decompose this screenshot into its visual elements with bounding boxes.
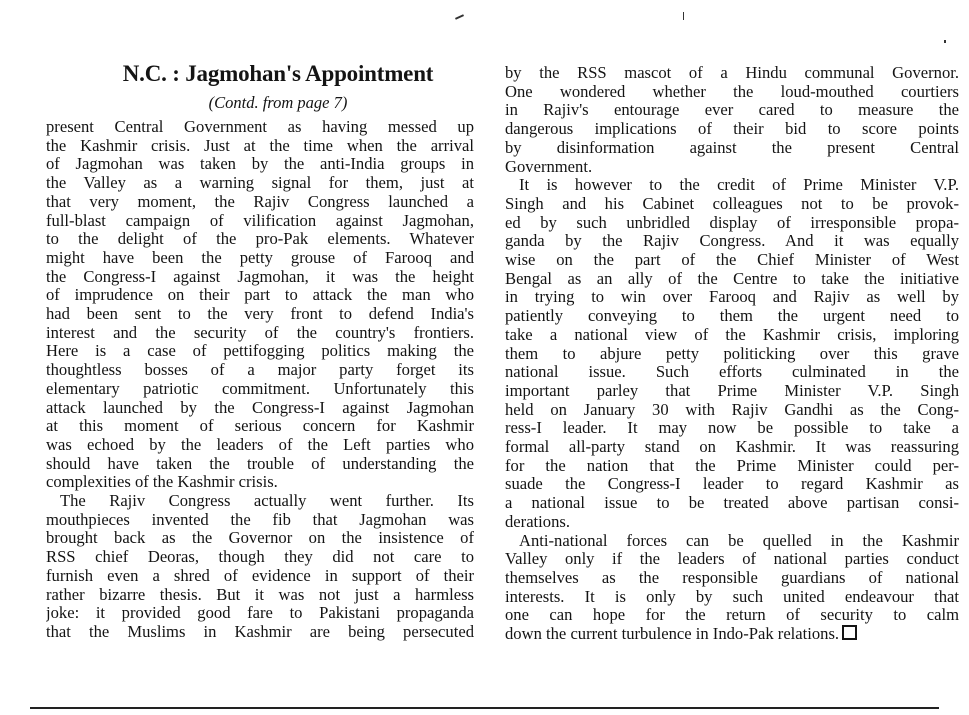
text-line: take a national view of the Kashmir crisis, imploring (505, 325, 959, 344)
right-paragraph-1 (505, 64, 959, 176)
right-column (505, 64, 959, 644)
print-speck (944, 40, 946, 43)
text-line: rather bizarre thesis. But it was not just a harmless (46, 585, 474, 604)
text-line: full-blast campaign of vilification against Jagmohan, (46, 211, 474, 230)
text-line: that the Muslims in Kashmir are being persecuted (46, 622, 474, 641)
text-line: RSS chief Deoras, though they did not care to (46, 548, 474, 567)
text-line: ress-I leader. It may now be possible to take a (505, 419, 959, 438)
text-line: should have taken the trouble of understanding the (46, 454, 474, 473)
text-line: by disinformation against the present Central (505, 138, 959, 157)
text-line: Here is a case of pettifogging politics making the (46, 342, 474, 361)
text-line: brought back as the Governor on the insistence of (46, 529, 474, 548)
left-paragraph-1 (46, 118, 474, 492)
text-line: Bengal as an ally of the Centre to take the initiative (505, 269, 959, 288)
text-line: ganda by the Rajiv Congress. And it was equally (505, 232, 959, 251)
text-line: One wondered whether the loud-mouthed courtiers (505, 82, 959, 101)
right-paragraph-3 (505, 532, 959, 644)
text-line: held on January 30 with Rajiv Gandhi as the Cong- (505, 400, 959, 419)
text-line: in trying to win over Farooq and Rajiv as well by (505, 288, 959, 307)
text-line: at this moment of serious concern for Kashmir (46, 417, 474, 436)
text-line: wise on the part of the Chief Minister of West (505, 251, 959, 270)
text-line: was echoed by the leaders of the Left parties who (46, 435, 474, 454)
text-line: interest and the security of the country's frontiers. (46, 323, 474, 342)
text-line: a national issue to be treated above partisan consi- (505, 494, 959, 513)
text-line: for the nation that the Prime Minister could per- (505, 456, 959, 475)
bottom-rule (30, 707, 939, 709)
text-line: had been sent to the very front to defend India's (46, 305, 474, 324)
text-line: that very moment, the Rajiv Congress launched a (46, 192, 474, 211)
text-line: Government. (505, 157, 593, 176)
text-line: Anti-national forces can be quelled in the Kashmir (519, 531, 959, 550)
text-line: Valley only if the leaders of national parties conduct (505, 550, 959, 569)
continued-note: (Contd. from page 7) (208, 93, 348, 112)
left-paragraph-2 (46, 492, 474, 642)
final-line-text: down the current turbulence in Indo-Pak relations. (505, 625, 840, 644)
text-line: present Central Government as having messed up (46, 118, 474, 136)
text-line: by the RSS mascot of a Hindu communal Governor. (505, 64, 959, 82)
print-speck (683, 12, 684, 20)
text-line: suade the Congress-I leader to regard Kashmir as (505, 475, 959, 494)
text-line: formal all-party stand on Kashmir. It was reassuring (505, 438, 959, 457)
text-line: interests. It is only by such united endeavour that (505, 587, 959, 606)
text-line: in Rajiv's entourage ever cared to measure the (505, 101, 959, 120)
text-line: joke: it provided good fare to Pakistani propaganda (46, 604, 474, 623)
text-line: dangerous implications of their bid to score points (505, 120, 959, 139)
text-line: thoughtless bosses of a major party forget its (46, 361, 474, 380)
text-line: the Valley as a warning signal for them, just at (46, 174, 474, 193)
text-line: Singh and his Cabinet colleagues not to be provok- (505, 194, 959, 213)
text-line: mouthpieces invented the fib that Jagmohan was (46, 510, 474, 529)
text-line: attack launched by the Congress-I against Jagmohan (46, 398, 474, 417)
text-line: the Kashmir crisis. Just at the time when the arrival (46, 136, 474, 155)
text-line: patiently conveying to them the urgent need to (505, 307, 959, 326)
text-line: furnish even a shred of evidence in support of their (46, 566, 474, 585)
text-line: important parley that Prime Minister V.P. Singh (505, 381, 959, 400)
text-line: The Rajiv Congress actually went further. Its (60, 492, 474, 511)
text-line: ed by such unbridled display of irresponsible propa- (505, 213, 959, 232)
article-headline: N.C. : Jagmohan's Appointment (122, 61, 434, 86)
end-mark-icon (842, 625, 857, 640)
right-paragraph-2 (505, 176, 959, 531)
print-speck (455, 14, 464, 20)
text-line: themselves as the responsible guardians of national (505, 568, 959, 587)
text-line: of Jagmohan was taken by the anti-India groups in (46, 155, 474, 174)
text-line: to the delight of the pro-Pak elements. Whatever (46, 230, 474, 249)
text-line: derations. (505, 512, 570, 531)
text-line: complexities of the Kashmir crisis. (46, 473, 278, 492)
text-line: national issue. Such efforts culminated in the (505, 363, 959, 382)
text-line: elementary patriotic commitment. Unfortunately this (46, 379, 474, 398)
text-line: might have been the petty grouse of Farooq and (46, 248, 474, 267)
text-line: them to abjure petty politicking over this grave (505, 344, 959, 363)
text-line: of imprudence on their part to attack the man who (46, 286, 474, 305)
left-column (46, 60, 474, 642)
text-line (505, 625, 959, 644)
text-line: It is however to the credit of Prime Minister V.P. (519, 176, 959, 195)
text-line: one can hope for the return of security to calm (505, 606, 959, 625)
text-line: the Congress-I against Jagmohan, it was the height (46, 267, 474, 286)
